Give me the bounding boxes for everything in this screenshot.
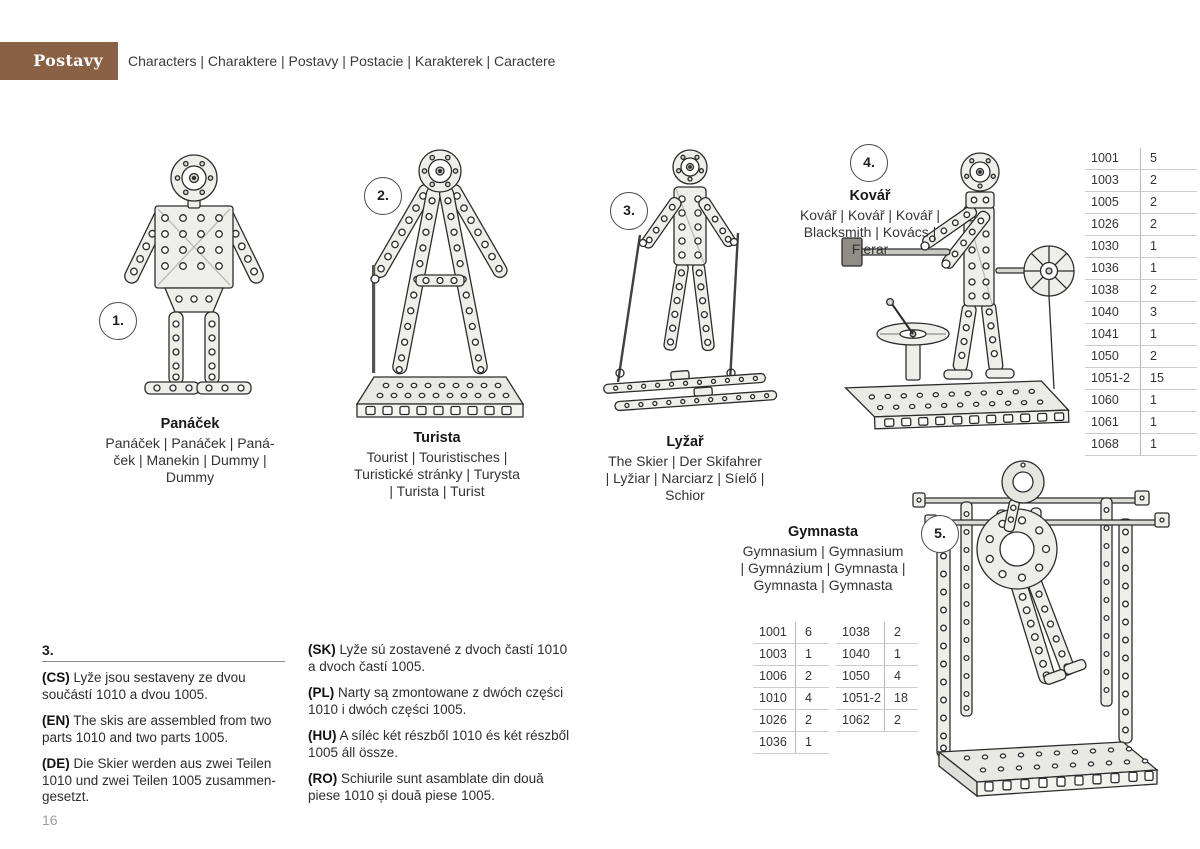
language-tag: (PL) xyxy=(308,685,335,700)
part-quantity: 15 xyxy=(1140,368,1197,389)
figure-caption-lyzar xyxy=(580,434,790,504)
instruction-text: Schiurile sunt asamblate din două piese 1010 și două piese 1005. xyxy=(308,771,544,803)
figure-caption-lines xyxy=(85,435,295,486)
caption-line: | Gymnázium | Gymnasta | xyxy=(740,560,906,576)
caption-line: Panáček | Panáček | Paná- xyxy=(105,435,275,451)
part-quantity: 2 xyxy=(884,710,918,731)
part-code: 1038 xyxy=(842,625,870,639)
part-code: 1003 xyxy=(1091,173,1119,187)
part-code: 1061 xyxy=(1091,415,1119,429)
figure-title: Kovář xyxy=(849,188,891,204)
parts-table-row xyxy=(753,710,829,732)
parts-table-row xyxy=(836,622,918,644)
figure-title: Lyžař xyxy=(666,434,704,450)
instructions-rule xyxy=(42,661,285,662)
instructions-column-2 xyxy=(308,642,570,814)
part-code: 1062 xyxy=(842,713,870,727)
part-quantity: 4 xyxy=(884,666,918,687)
part-quantity: 6 xyxy=(795,622,829,643)
part-code: 1051-2 xyxy=(1091,371,1130,385)
parts-table-row xyxy=(753,644,829,666)
instruction-text: The skis are assembled from two parts 1010 and two parts 1005. xyxy=(42,713,272,745)
parts-table-row xyxy=(836,666,918,688)
part-code: 1036 xyxy=(1091,261,1119,275)
caption-line: Blacksmith | Kovács | xyxy=(803,224,937,240)
part-code: 1026 xyxy=(759,713,787,727)
parts-table-row xyxy=(1085,170,1197,192)
parts-table-row xyxy=(1085,280,1197,302)
part-code: 1038 xyxy=(1091,283,1119,297)
language-tag: (HU) xyxy=(308,728,337,743)
instruction-text: Die Skier werden aus zwei Teilen 1010 und zwei Teilen 1005 zusammen-gesetzt. xyxy=(42,756,276,804)
language-tag: (DE) xyxy=(42,756,70,771)
caption-line: Schior xyxy=(665,487,705,503)
part-code: 1030 xyxy=(1091,239,1119,253)
part-quantity: 18 xyxy=(884,688,918,709)
part-code: 1050 xyxy=(1091,349,1119,363)
part-code: 1068 xyxy=(1091,437,1119,451)
part-code: 1050 xyxy=(842,669,870,683)
parts-table-row xyxy=(836,688,918,710)
part-quantity: 5 xyxy=(1140,148,1197,169)
figure-caption-lines xyxy=(784,207,956,258)
parts-table-row xyxy=(753,666,829,688)
instruction-paragraph xyxy=(308,771,570,804)
parts-table-row xyxy=(1085,324,1197,346)
part-quantity: 2 xyxy=(1140,192,1197,213)
figure-number-badge-4: 4. xyxy=(850,144,888,182)
panacek-illustration xyxy=(105,148,265,413)
part-code: 1051-2 xyxy=(842,691,881,705)
instruction-paragraph xyxy=(308,728,570,761)
instruction-paragraph xyxy=(308,642,570,675)
instruction-text: A síléc két részből 1010 és két részből 1005 áll össze. xyxy=(308,728,570,760)
kovar-illustration xyxy=(828,142,1078,442)
instructions-column-1 xyxy=(42,670,292,816)
parts-table-row xyxy=(1085,390,1197,412)
instruction-text: Narty są zmontowane z dwóch części 1010 i dwóch części 1005. xyxy=(308,685,564,717)
caption-line: Gymnasta | Gymnasta xyxy=(753,577,893,593)
part-quantity: 4 xyxy=(795,688,829,709)
part-code: 1060 xyxy=(1091,393,1119,407)
caption-line: | Turista | Turist xyxy=(389,483,485,499)
part-quantity: 1 xyxy=(1140,258,1197,279)
caption-line: | Lyžiar | Narciarz | Síelő | xyxy=(605,470,765,486)
instruction-text: Lyže jsou sestaveny ze dvou součástí 1010 a dvou 1005. xyxy=(42,670,246,702)
parts-table-row xyxy=(1085,434,1197,456)
part-code: 1003 xyxy=(759,647,787,661)
figure-caption-lines xyxy=(737,543,909,594)
figure-number-badge-2: 2. xyxy=(364,177,402,215)
caption-line: Turistické stránky | Turysta xyxy=(354,466,520,482)
part-code: 1005 xyxy=(1091,195,1119,209)
part-code: 1010 xyxy=(759,691,787,705)
parts-table-row xyxy=(1085,214,1197,236)
instructions-section-number: 3. xyxy=(42,642,54,658)
caption-line: ček | Manekin | Dummy | xyxy=(113,452,267,468)
kovar-parts-table xyxy=(1085,148,1197,456)
gymnasta-illustration xyxy=(905,452,1175,812)
parts-table-row xyxy=(1085,148,1197,170)
caption-line: Fierar xyxy=(851,241,889,257)
caption-line: Kovář | Kovář | Kovář | xyxy=(799,207,941,223)
parts-table-row xyxy=(1085,258,1197,280)
part-quantity: 1 xyxy=(795,732,829,753)
figure-caption-gymnasta xyxy=(737,524,909,594)
language-tag: (EN) xyxy=(42,713,70,728)
figure-title: Gymnasta xyxy=(787,524,859,540)
page-number: 16 xyxy=(42,812,58,828)
instruction-paragraph xyxy=(42,756,292,806)
part-code: 1036 xyxy=(759,735,787,749)
part-quantity: 1 xyxy=(1140,236,1197,257)
part-code: 1040 xyxy=(842,647,870,661)
caption-line: The Skier | Der Skifahrer xyxy=(608,453,762,469)
parts-table-row xyxy=(1085,346,1197,368)
parts-table-row xyxy=(1085,192,1197,214)
part-code: 1006 xyxy=(759,669,787,683)
part-quantity: 3 xyxy=(1140,302,1197,323)
figure-caption-lines xyxy=(580,453,790,504)
figure-title: Panáček xyxy=(160,416,220,432)
figure-number-badge-3: 3. xyxy=(610,192,648,230)
parts-table-row xyxy=(753,732,829,754)
parts-table-row xyxy=(753,688,829,710)
part-quantity: 1 xyxy=(884,644,918,665)
part-quantity: 2 xyxy=(1140,346,1197,367)
instruction-paragraph xyxy=(42,713,292,746)
part-quantity: 1 xyxy=(1140,324,1197,345)
part-code: 1040 xyxy=(1091,305,1119,319)
lyzar-illustration xyxy=(588,145,778,425)
part-quantity: 2 xyxy=(795,666,829,687)
part-code: 1041 xyxy=(1091,327,1119,341)
figure-title: Turista xyxy=(413,430,461,446)
language-tag: (RO) xyxy=(308,771,338,786)
parts-table-row xyxy=(836,710,918,732)
part-quantity: 2 xyxy=(795,710,829,731)
part-quantity: 1 xyxy=(795,644,829,665)
part-quantity: 2 xyxy=(884,622,918,643)
part-quantity: 2 xyxy=(1140,170,1197,191)
part-quantity: 1 xyxy=(1140,390,1197,411)
gymnasta-parts-table-right xyxy=(836,622,918,732)
instruction-text: Lyže sú zostavené z dvoch častí 1010 a dvoch častí 1005. xyxy=(308,642,568,674)
caption-line: Gymnasium | Gymnasium xyxy=(742,543,904,559)
part-code: 1026 xyxy=(1091,217,1119,231)
parts-table-row xyxy=(1085,302,1197,324)
instruction-paragraph xyxy=(42,670,292,703)
language-tag: (SK) xyxy=(308,642,336,657)
part-code: 1001 xyxy=(759,625,787,639)
figure-number-badge-1: 1. xyxy=(99,302,137,340)
section-tab: Postavy xyxy=(0,42,118,80)
caption-line: Dummy xyxy=(165,469,215,485)
language-tag: (CS) xyxy=(42,670,70,685)
parts-table-row xyxy=(1085,236,1197,258)
parts-table-row xyxy=(1085,412,1197,434)
part-quantity: 2 xyxy=(1140,280,1197,301)
part-quantity: 1 xyxy=(1140,412,1197,433)
figure-number-badge-5: 5. xyxy=(921,515,959,553)
figure-caption-panacek xyxy=(85,416,295,486)
gymnasta-parts-table-left xyxy=(753,622,829,754)
part-quantity: 1 xyxy=(1140,434,1197,455)
figure-caption-turista xyxy=(327,430,547,500)
figure-caption-kovar xyxy=(784,188,956,258)
figure-caption-lines xyxy=(327,449,547,500)
section-tab-translations: Characters | Charaktere | Postavy | Postacie | Karakterek | Caractere xyxy=(128,53,556,69)
part-code: 1001 xyxy=(1091,151,1119,165)
parts-table-row xyxy=(836,644,918,666)
part-quantity: 2 xyxy=(1140,214,1197,235)
instruction-paragraph xyxy=(308,685,570,718)
parts-table-row xyxy=(753,622,829,644)
parts-table-row xyxy=(1085,368,1197,390)
caption-line: Tourist | Touristisches | xyxy=(366,449,508,465)
